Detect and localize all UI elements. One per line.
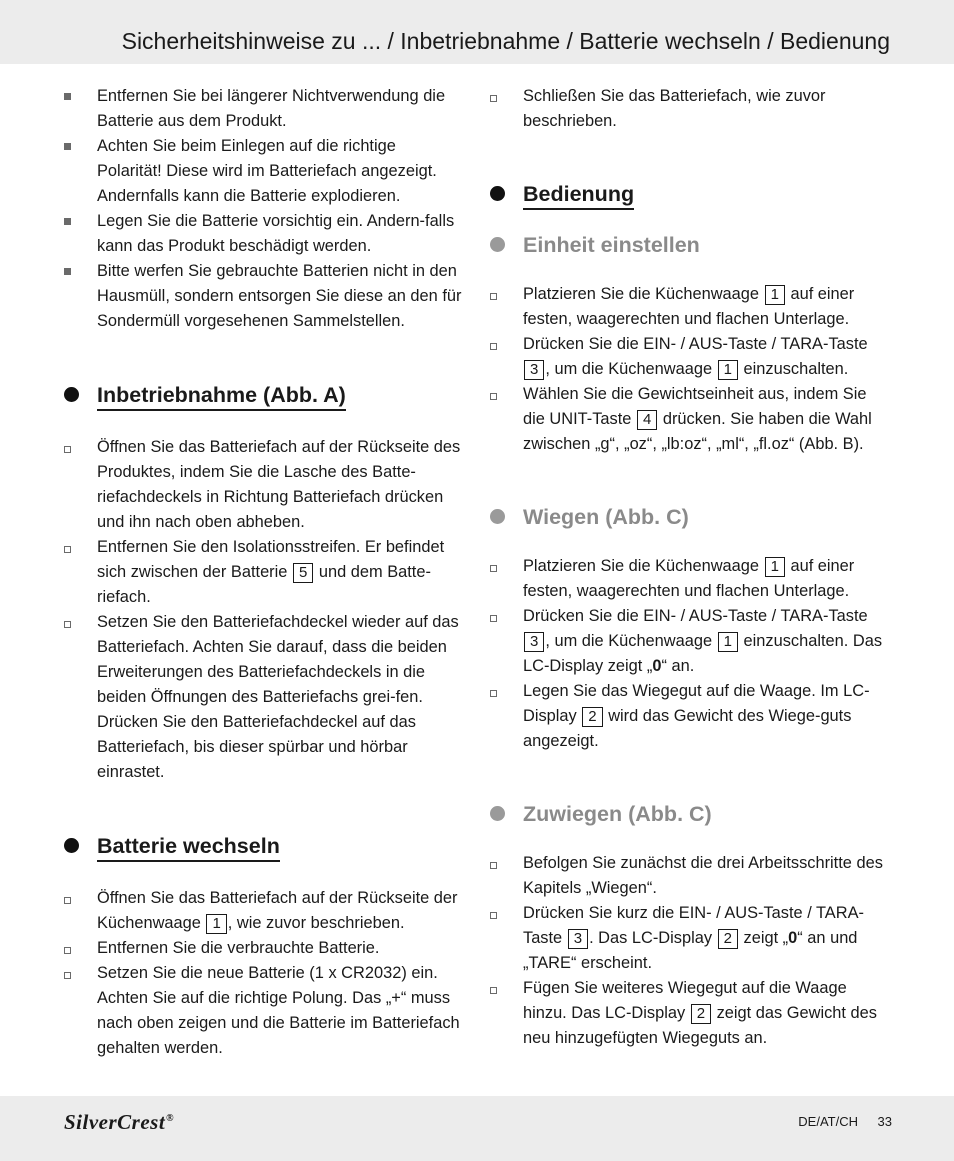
checkbox-bullet-icon — [64, 546, 71, 553]
section-heading-bedienung: Bedienung — [490, 179, 890, 210]
list-item: Wählen Sie die Gewichtseinheit aus, indem Sie die UNIT-Taste 4 drücken. Sie haben die Wahl zwischen „g“, „oz“, „lb:oz“, „ml“, „fl.oz“ (Abb. B). — [490, 382, 890, 457]
checkbox-bullet-icon — [64, 621, 71, 628]
checkbox-bullet-icon — [490, 987, 497, 994]
zuwiegen-list — [490, 851, 890, 1051]
page-number: 33 — [877, 1114, 892, 1129]
list-item: Drücken Sie die EIN- / AUS-Taste / TARA-Taste 3 , um die Küchenwaage 1 einzuschalten. Das LC-Display zeigt „0“ an. — [490, 604, 890, 679]
reference-number: 1 — [718, 360, 738, 380]
list-item: Fügen Sie weiteres Wiegegut auf die Waage hinzu. Das LC-Display 2 zeigt das Gewicht des neu hinzugefügten Wiegeguts an. — [490, 976, 890, 1051]
checkbox-bullet-icon — [64, 947, 71, 954]
heading-dot-icon — [490, 509, 505, 524]
checkbox-bullet-icon — [490, 293, 497, 300]
list-item: Entfernen Sie bei längerer Nichtverwendung die Batterie aus dem Produkt. — [64, 84, 464, 134]
reference-number: 2 — [582, 707, 602, 727]
checkbox-bullet-icon — [490, 343, 497, 350]
checkbox-bullet-icon — [490, 95, 497, 102]
heading-dot-icon — [490, 186, 505, 201]
checkbox-bullet-icon — [490, 862, 497, 869]
list-item: Setzen Sie die neue Batterie (1 x CR2032) ein. Achten Sie auf die richtige Polung. Das „+“ muss nach oben zeigen und die Batterie im Batteriefach gehalten werden. — [64, 961, 464, 1061]
checkbox-bullet-icon — [490, 615, 497, 622]
batterie-list — [64, 886, 464, 1061]
reference-number: 5 — [293, 563, 313, 583]
list-item: Legen Sie das Wiegegut auf die Waage. Im LC-Display 2 wird das Gewicht des Wiege-guts angezeigt. — [490, 679, 890, 754]
square-bullet-icon — [64, 143, 71, 150]
subheading-wiegen: Wiegen (Abb. C) — [490, 502, 890, 532]
reference-number: 1 — [765, 557, 785, 577]
list-item: Achten Sie beim Einlegen auf die richtige Polarität! Diese wird im Batteriefach angezeigt. Andernfalls kann die Batterie explodieren. — [64, 134, 464, 209]
reference-number: 2 — [691, 1004, 711, 1024]
inbetriebnahme-list — [64, 435, 464, 785]
section-heading-batterie: Batterie wechseln — [64, 831, 464, 862]
reference-number: 3 — [524, 360, 544, 380]
list-item: Platzieren Sie die Küchenwaage 1 auf einer festen, waagerechten und flachen Unterlage. — [490, 554, 890, 604]
list-item: Drücken Sie die EIN- / AUS-Taste / TARA-Taste 3 , um die Küchenwaage 1 einzuschalten. — [490, 332, 890, 382]
page-title: Sicherheitshinweise zu ... / Inbetriebnahme / Batterie wechseln / Bedienung — [121, 28, 890, 54]
list-item: Drücken Sie kurz die EIN- / AUS-Taste / TARA-Taste 3 . Das LC-Display 2 zeigt „0“ an und „TARE“ erscheint. — [490, 901, 890, 976]
heading-dot-icon — [64, 838, 79, 853]
einheit-list — [490, 282, 890, 457]
language-code: DE/AT/CH — [798, 1114, 858, 1129]
list-item: Schließen Sie das Batteriefach, wie zuvor beschrieben. — [490, 84, 890, 134]
square-bullet-icon — [64, 268, 71, 275]
list-item: Platzieren Sie die Küchenwaage 1 auf einer festen, waagerechten und flachen Unterlage. — [490, 282, 890, 332]
subheading-einheit: Einheit einstellen — [490, 230, 890, 260]
checkbox-bullet-icon — [64, 446, 71, 453]
reference-number: 2 — [718, 929, 738, 949]
left-column — [64, 84, 464, 1061]
checkbox-bullet-icon — [490, 565, 497, 572]
right-column — [490, 84, 890, 1051]
heading-dot-icon — [490, 237, 505, 252]
heading-dot-icon — [64, 387, 79, 402]
page-header — [0, 0, 954, 64]
list-item: Entfernen Sie die verbrauchte Batterie. — [64, 936, 464, 961]
list-item: Öffnen Sie das Batteriefach auf der Rückseite der Küchenwaage 1 , wie zuvor beschrieben. — [64, 886, 464, 936]
list-item: Befolgen Sie zunächst die drei Arbeitsschritte des Kapitels „Wiegen“. — [490, 851, 890, 901]
list-item: Setzen Sie den Batteriefachdeckel wieder auf das Batteriefach. Achten Sie darauf, dass die beiden Erweiterungen des Batteriefachdeckels in die beiden Öffnungen des Batteriefachs grei-fen. Drücken Sie den Batteriefachdeckel auf das Batteriefach, bis dieser spürbar und hörbar einrastet. — [64, 610, 464, 785]
reference-number: 1 — [765, 285, 785, 305]
checkbox-bullet-icon — [490, 393, 497, 400]
brand-logo: SilverCrest® — [64, 1110, 175, 1134]
wiegen-list — [490, 554, 890, 754]
square-bullet-icon — [64, 93, 71, 100]
reference-number: 3 — [524, 632, 544, 652]
checkbox-bullet-icon — [490, 690, 497, 697]
page-footer — [0, 1096, 954, 1161]
list-item: Öffnen Sie das Batteriefach auf der Rückseite des Produktes, indem Sie die Lasche des Batte-riefachdeckels in Richtung Batteriefach drücken und ihn nach oben abheben. — [64, 435, 464, 535]
continuation-list — [490, 84, 890, 134]
safety-list — [64, 84, 464, 334]
checkbox-bullet-icon — [64, 972, 71, 979]
checkbox-bullet-icon — [490, 912, 497, 919]
reference-number: 1 — [206, 914, 226, 934]
reference-number: 4 — [637, 410, 657, 430]
checkbox-bullet-icon — [64, 897, 71, 904]
square-bullet-icon — [64, 218, 71, 225]
list-item: Legen Sie die Batterie vorsichtig ein. Andern-falls kann das Produkt beschädigt werden. — [64, 209, 464, 259]
subheading-zuwiegen: Zuwiegen (Abb. C) — [490, 799, 890, 829]
heading-dot-icon — [490, 806, 505, 821]
list-item: Entfernen Sie den Isolationsstreifen. Er befindet sich zwischen der Batterie 5 und dem Batte-riefach. — [64, 535, 464, 610]
reference-number: 1 — [718, 632, 738, 652]
section-heading-inbetriebnahme: Inbetriebnahme (Abb. A) — [64, 380, 464, 411]
list-item: Bitte werfen Sie gebrauchte Batterien nicht in den Hausmüll, sondern entsorgen Sie diese an den für Sondermüll vorgesehenen Sammelstellen. — [64, 259, 464, 334]
reference-number: 3 — [568, 929, 588, 949]
